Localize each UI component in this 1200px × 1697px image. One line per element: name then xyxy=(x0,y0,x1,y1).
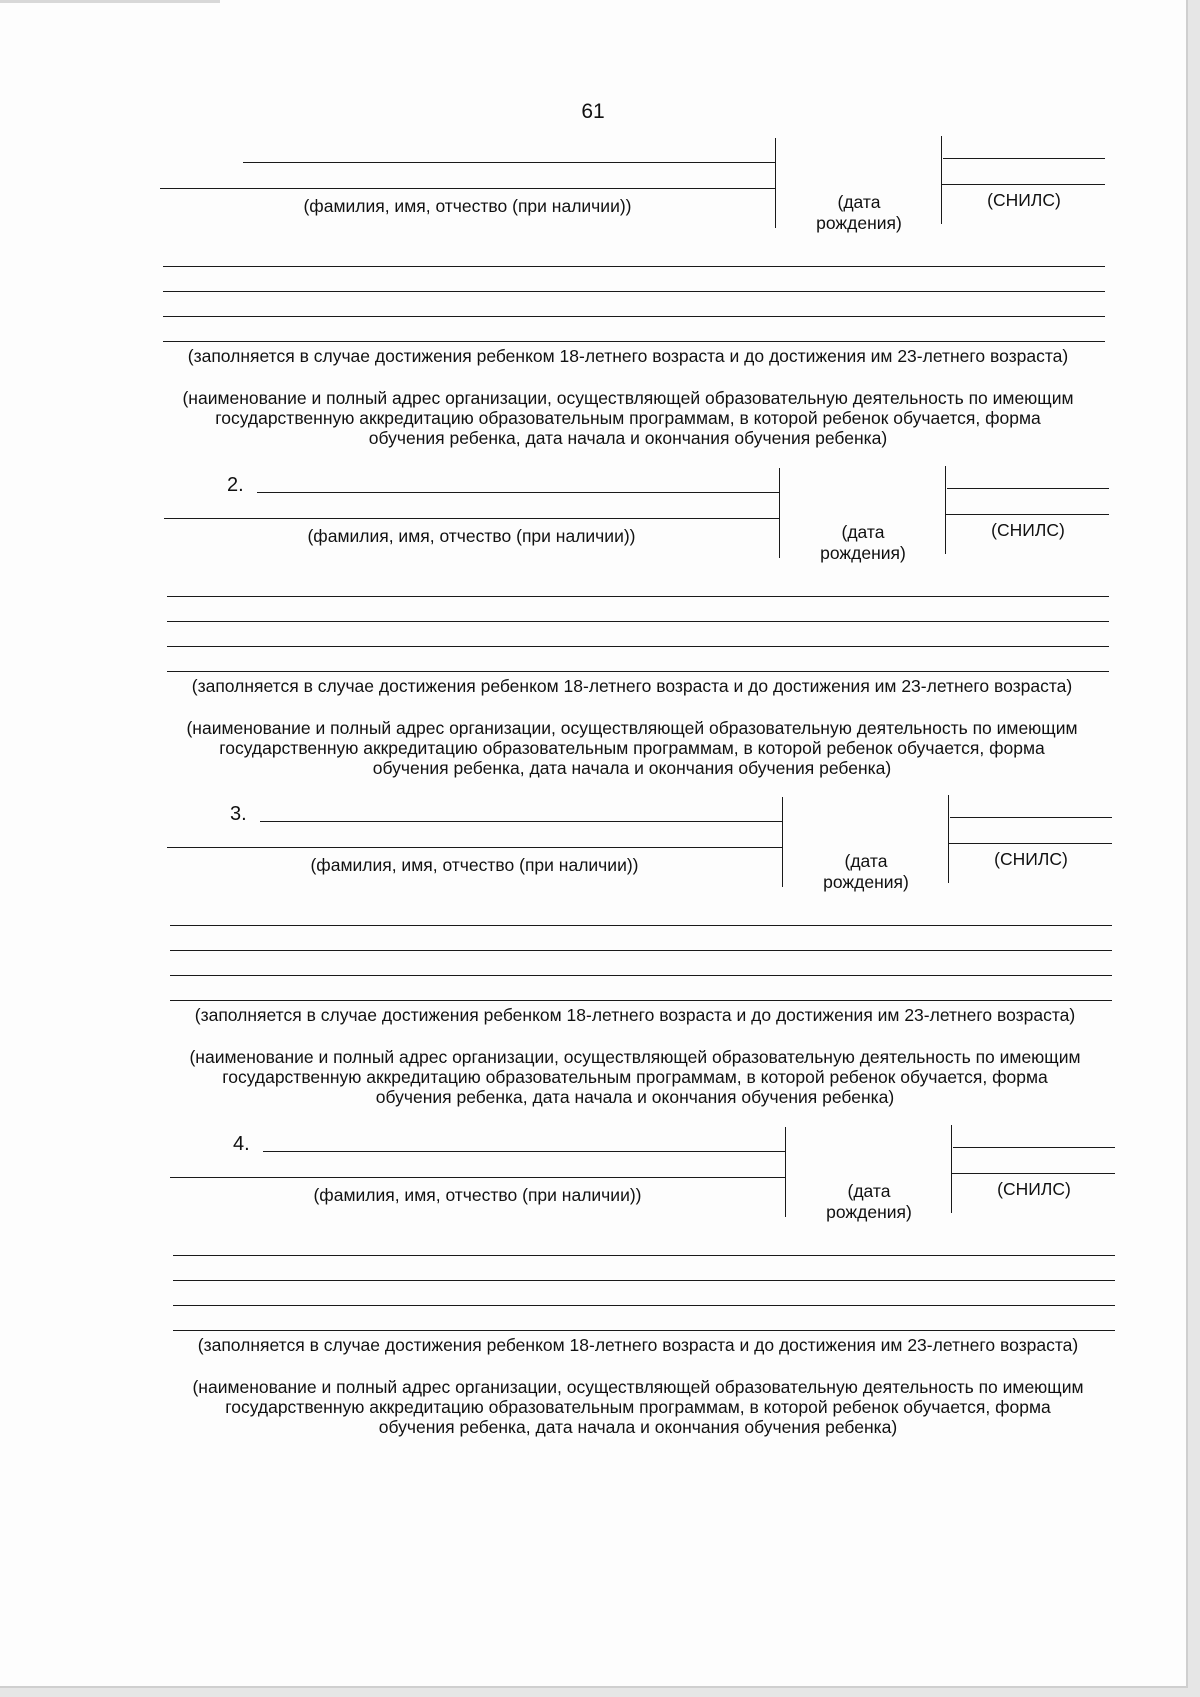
fio-baseline xyxy=(164,518,779,519)
org-input-line[interactable] xyxy=(173,1330,1115,1331)
entry-number: 2. xyxy=(227,474,244,496)
snils-caption: (СНИЛС) xyxy=(987,190,1061,210)
birth-date-caption xyxy=(782,522,944,564)
snils-input-line[interactable] xyxy=(943,158,1105,159)
snils-baseline xyxy=(951,1173,1115,1174)
birth-date-caption-line-2: рождения) xyxy=(826,1202,912,1222)
column-divider xyxy=(779,468,780,558)
organization-note: (наименование и полный адрес организации, осуществляющей образовательную деятельность по имеющим государственную аккредитацию образовательным программам, в которой ребенок обучается, форма обучения ребенка, дата начала и окончания обучения ребенка) xyxy=(182,388,1074,448)
birth-date-caption xyxy=(785,851,947,893)
fio-input-line[interactable] xyxy=(263,1151,785,1152)
organization-note: (наименование и полный адрес организации, осуществляющей образовательную деятельность по имеющим государственную аккредитацию образовательным программам, в которой ребенок обучается, форма обучения ребенка, дата начала и окончания обучения ребенка) xyxy=(192,1377,1084,1437)
org-input-line[interactable] xyxy=(173,1305,1115,1306)
column-divider xyxy=(785,1127,786,1217)
birth-date-caption-line-1: (дата xyxy=(844,851,888,871)
org-input-line[interactable] xyxy=(163,341,1105,342)
fio-baseline xyxy=(167,847,782,848)
org-input-line[interactable] xyxy=(173,1255,1115,1256)
org-input-line[interactable] xyxy=(167,646,1109,647)
birth-date-caption xyxy=(778,192,940,234)
org-input-line[interactable] xyxy=(167,671,1109,672)
condition-note: (заполняется в случае достижения ребенком 18-летнего возраста и до достижения им 23-летнего возраста) xyxy=(187,346,1069,366)
snils-baseline xyxy=(948,843,1112,844)
org-input-line[interactable] xyxy=(170,950,1112,951)
fio-caption: (фамилия, имя, отчество (при наличии)) xyxy=(310,855,639,875)
org-input-line[interactable] xyxy=(167,596,1109,597)
child-entry-section xyxy=(0,138,1174,458)
column-divider xyxy=(775,138,776,228)
condition-note: (заполняется в случае достижения ребенком 18-летнего возраста и до достижения им 23-летнего возраста) xyxy=(194,1005,1076,1025)
column-divider xyxy=(782,797,783,887)
snils-baseline xyxy=(945,514,1109,515)
condition-note: (заполняется в случае достижения ребенком 18-летнего возраста и до достижения им 23-летнего возраста) xyxy=(191,676,1073,696)
child-entry-section xyxy=(0,797,1181,1117)
column-divider xyxy=(941,136,942,224)
fio-caption: (фамилия, имя, отчество (при наличии)) xyxy=(313,1185,642,1205)
scan-edge xyxy=(0,0,220,3)
fio-caption: (фамилия, имя, отчество (при наличии)) xyxy=(303,196,632,216)
org-input-line[interactable] xyxy=(170,925,1112,926)
org-input-line[interactable] xyxy=(173,1280,1115,1281)
snils-input-line[interactable] xyxy=(953,1147,1115,1148)
child-entry-section xyxy=(0,468,1178,788)
birth-date-caption-line-1: (дата xyxy=(837,192,881,212)
birth-date-caption-line-1: (дата xyxy=(841,522,885,542)
snils-input-line[interactable] xyxy=(950,817,1112,818)
birth-date-caption xyxy=(788,1181,950,1223)
birth-date-caption-line-2: рождения) xyxy=(823,872,909,892)
fio-input-line[interactable] xyxy=(257,492,779,493)
birth-date-caption-line-2: рождения) xyxy=(820,543,906,563)
page-number: 61 xyxy=(581,100,605,123)
snils-caption: (СНИЛС) xyxy=(991,520,1065,540)
column-divider xyxy=(951,1125,952,1213)
organization-note: (наименование и полный адрес организации, осуществляющей образовательную деятельность по имеющим государственную аккредитацию образовательным программам, в которой ребенок обучается, форма обучения ребенка, дата начала и окончания обучения ребенка) xyxy=(186,718,1078,778)
org-input-line[interactable] xyxy=(170,1000,1112,1001)
org-input-line[interactable] xyxy=(170,975,1112,976)
org-input-line[interactable] xyxy=(163,316,1105,317)
entry-number: 3. xyxy=(230,803,247,825)
snils-baseline xyxy=(941,184,1105,185)
column-divider xyxy=(948,795,949,883)
fio-baseline xyxy=(170,1177,785,1178)
snils-caption: (СНИЛС) xyxy=(994,849,1068,869)
column-divider xyxy=(945,466,946,554)
child-entry-section xyxy=(0,1127,1184,1447)
org-input-line[interactable] xyxy=(163,266,1105,267)
organization-note: (наименование и полный адрес организации, осуществляющей образовательную деятельность по имеющим государственную аккредитацию образовательным программам, в которой ребенок обучается, форма обучения ребенка, дата начала и окончания обучения ребенка) xyxy=(189,1047,1081,1107)
snils-caption: (СНИЛС) xyxy=(997,1179,1071,1199)
birth-date-caption-line-1: (дата xyxy=(847,1181,891,1201)
birth-date-caption-line-2: рождения) xyxy=(816,213,902,233)
snils-input-line[interactable] xyxy=(947,488,1109,489)
org-input-line[interactable] xyxy=(167,621,1109,622)
org-input-line[interactable] xyxy=(163,291,1105,292)
fio-input-line[interactable] xyxy=(243,162,775,163)
condition-note: (заполняется в случае достижения ребенком 18-летнего возраста и до достижения им 23-летнего возраста) xyxy=(197,1335,1079,1355)
entry-number: 4. xyxy=(233,1133,250,1155)
fio-baseline xyxy=(160,188,775,189)
fio-caption: (фамилия, имя, отчество (при наличии)) xyxy=(307,526,636,546)
fio-input-line[interactable] xyxy=(260,821,782,822)
